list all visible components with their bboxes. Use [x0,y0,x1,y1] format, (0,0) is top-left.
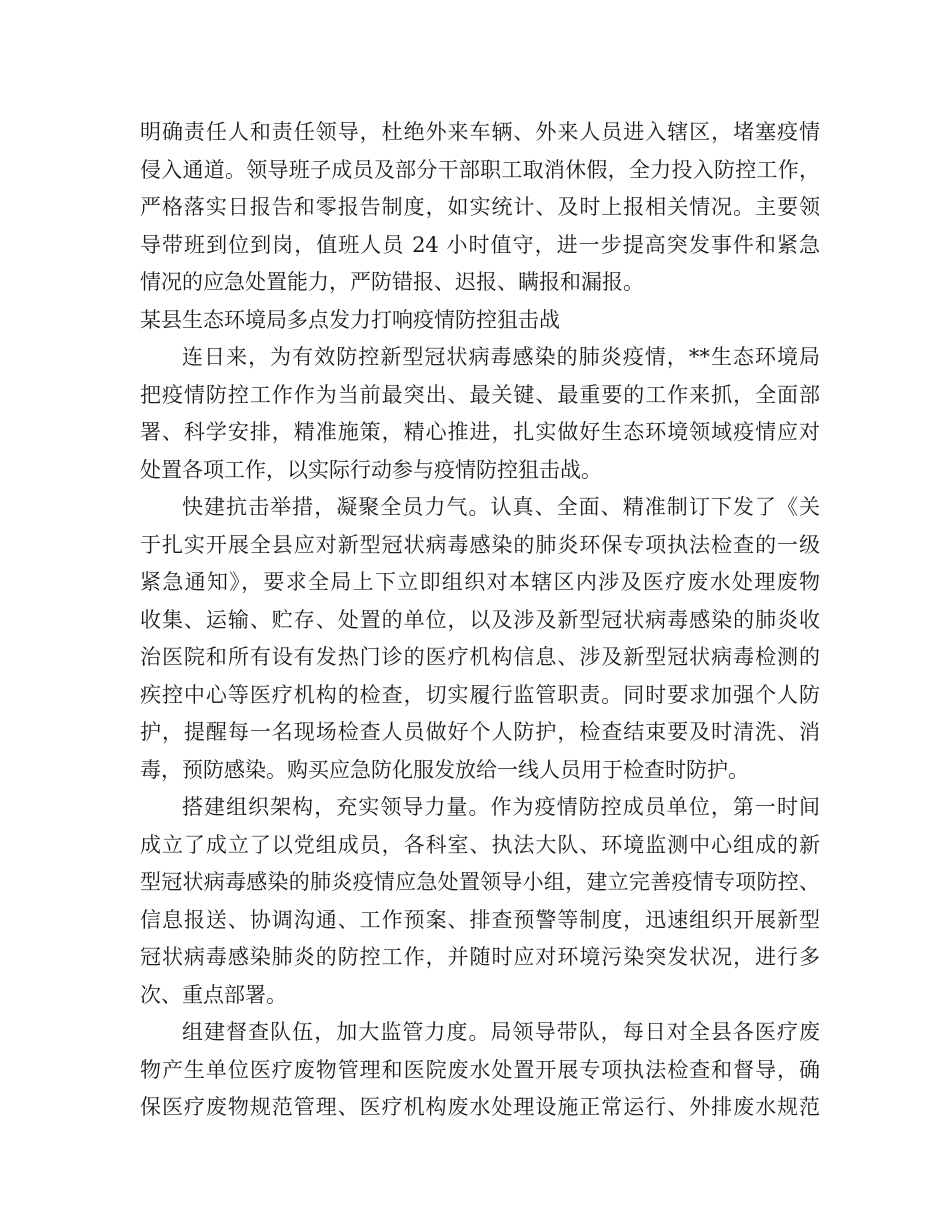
text-line: 信息报送、协调沟通、工作预案、排查预警等制度，迅速组织开展新型 [140,907,820,932]
text-line: 物产生单位医疗废物管理和医院废水处置开展专项执法检查和督导，确 [140,1057,820,1082]
text-line: 于扎实开展全县应对新型冠状病毒感染的肺炎环保专项执法检查的一级 [140,532,820,557]
paragraph-first-line: 组建督查队伍，加大监管力度。局领导带队，每日对全县各医疗废 [182,1020,820,1044]
text-line: 型冠状病毒感染的肺炎疫情应急处置领导小组，建立完善疫情专项防控、 [140,870,820,894]
text-line: 成立了成立了以党组成员，各科室、执法大队、环境监测中心组成的新 [140,832,820,857]
text-line: 处置各项工作，以实际行动参与疫情防控狙击战。 [140,457,602,482]
text-line: 疾控中心等医疗机构的检查，切实履行监管职责。同时要求加强个人防 [140,682,820,707]
paragraph-first-line: 搭建组织架构，充实领导力量。作为疫情防控成员单位，第一时间 [182,795,820,819]
text-line: 冠状病毒感染肺炎的防控工作，并随时应对环境污染突发状况，进行多 [140,945,820,969]
text-line: 把疫情防控工作作为当前最突出、最关键、最重要的工作来抓，全面部 [140,382,820,407]
text-line: 某县生态环境局多点发力打响疫情防控狙击战 [140,307,560,332]
paragraph-first-line: 连日来，为有效防控新型冠状病毒感染的肺炎疫情，**生态环境局 [182,345,820,369]
text-line: 护，提醒每一名现场检查人员做好个人防护，检查结束要及时清洗、消 [140,720,820,744]
text-line: 紧急通知》，要求全局上下立即组织对本辖区内涉及医疗废水处理废物 [140,570,820,594]
text-line: 保医疗废物规范管理、医疗机构废水处理设施正常运行、外排废水规范 [140,1095,820,1119]
text-line: 严格落实日报告和零报告制度，如实统计、及时上报相关情况。主要领 [140,195,820,219]
text-line: 治医院和所有设有发热门诊的医疗机构信息、涉及新型冠状病毒检测的 [140,645,820,669]
text-line: 明确责任人和责任领导，杜绝外来车辆、外来人员进入辖区，堵塞疫情 [140,120,820,144]
text-line: 导带班到位到岗，值班人员 24 小时值守，进一步提高突发事件和紧急 [140,232,820,257]
paragraph-first-line: 快建抗击举措，凝聚全员力气。认真、全面、精准制订下发了《关 [182,495,820,519]
text-line: 毒，预防感染。购买应急防化服发放给一线人员用于检查时防护。 [140,757,749,782]
text-line: 侵入通道。领导班子成员及部分干部职工取消休假，全力投入防控工作， [140,157,820,182]
text-line: 收集、运输、贮存、处置的单位，以及涉及新型冠状病毒感染的肺炎收 [140,607,820,632]
text-line: 次、重点部署。 [140,982,287,1007]
text-line: 情况的应急处置能力，严防错报、迟报、瞒报和漏报。 [140,270,644,294]
document-body [140,114,820,1127]
text-line: 署、科学安排，精准施策，精心推进，扎实做好生态环境领域疫情应对 [140,420,820,444]
